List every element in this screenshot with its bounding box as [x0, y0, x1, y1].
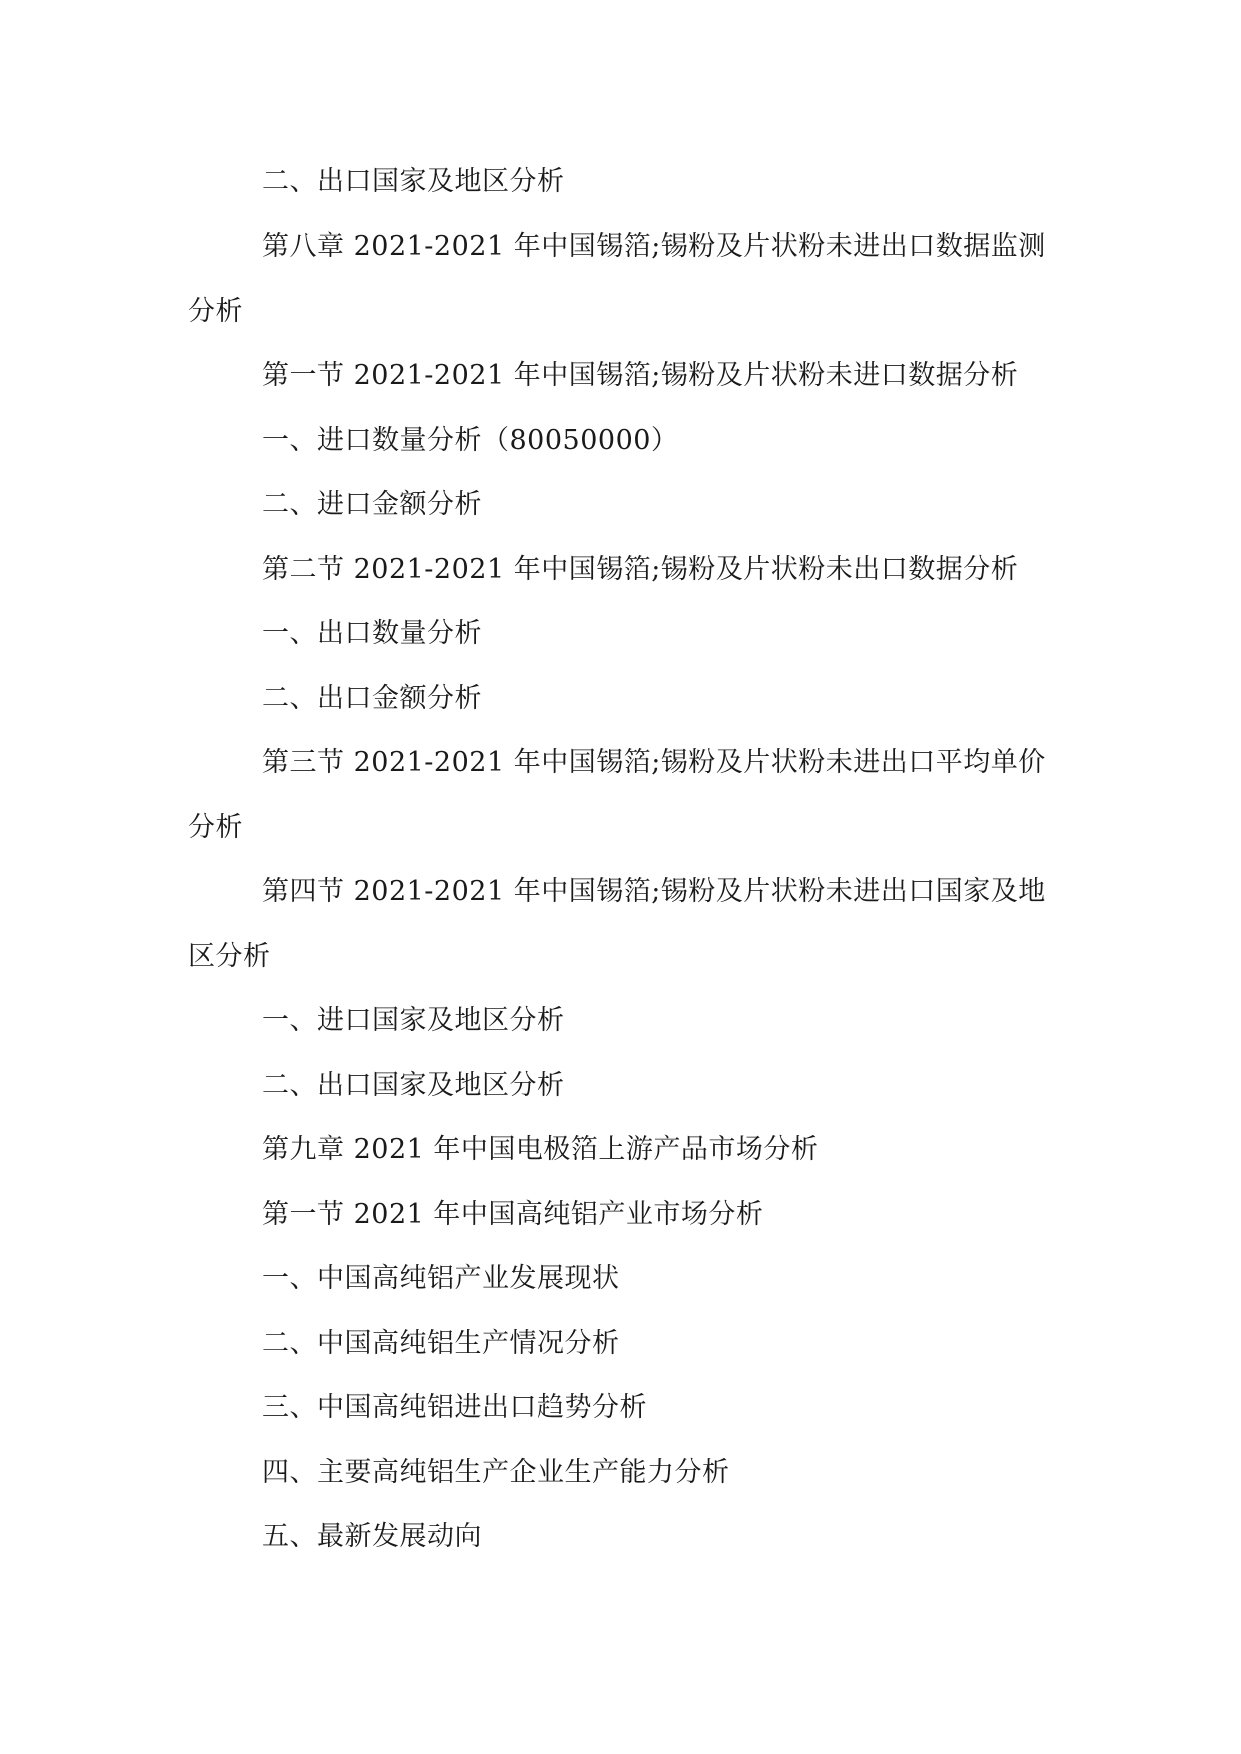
- toc-subsection-export-value: 二、出口金额分析: [262, 683, 482, 714]
- toc-section-3-average-price: 第三节 2021-2021 年中国锡箔;锡粉及片状粉未进出口平均单价: [262, 747, 1046, 778]
- toc-chapter-9: 第九章 2021 年中国电极箔上游产品市场分析: [262, 1134, 819, 1165]
- toc-subsection-export-regions: 二、出口国家及地区分析: [262, 166, 565, 197]
- toc-subsection-trade-trend: 三、中国高纯铝进出口趋势分析: [262, 1392, 647, 1423]
- toc-subsection-import-regions: 一、进口国家及地区分析: [262, 1005, 565, 1036]
- toc-section-1-import-data: 第一节 2021-2021 年中国锡箔;锡粉及片状粉未进口数据分析: [262, 360, 1019, 391]
- toc-subsection-latest-trends: 五、最新发展动向: [262, 1521, 482, 1552]
- toc-section-4-continued: 区分析: [188, 941, 271, 972]
- toc-section-4-regions: 第四节 2021-2021 年中国锡箔;锡粉及片状粉未进出口国家及地: [262, 876, 1046, 907]
- toc-subsection-production: 二、中国高纯铝生产情况分析: [262, 1328, 620, 1359]
- toc-subsection-export-quantity: 一、出口数量分析: [262, 618, 482, 649]
- toc-subsection-capacity: 四、主要高纯铝生产企业生产能力分析: [262, 1457, 730, 1488]
- toc-subsection-industry-status: 一、中国高纯铝产业发展现状: [262, 1263, 620, 1294]
- toc-subsection-import-quantity: 一、进口数量分析（80050000）: [262, 425, 679, 456]
- toc-chapter-9-section-1: 第一节 2021 年中国高纯铝产业市场分析: [262, 1199, 764, 1230]
- toc-chapter-8-continued: 分析: [188, 296, 243, 327]
- toc-subsection-export-regions-2: 二、出口国家及地区分析: [262, 1070, 565, 1101]
- toc-section-2-export-data: 第二节 2021-2021 年中国锡箔;锡粉及片状粉未出口数据分析: [262, 554, 1019, 585]
- toc-chapter-8: 第八章 2021-2021 年中国锡箔;锡粉及片状粉未进出口数据监测: [262, 231, 1046, 262]
- toc-subsection-import-value: 二、进口金额分析: [262, 489, 482, 520]
- toc-section-3-continued: 分析: [188, 812, 243, 843]
